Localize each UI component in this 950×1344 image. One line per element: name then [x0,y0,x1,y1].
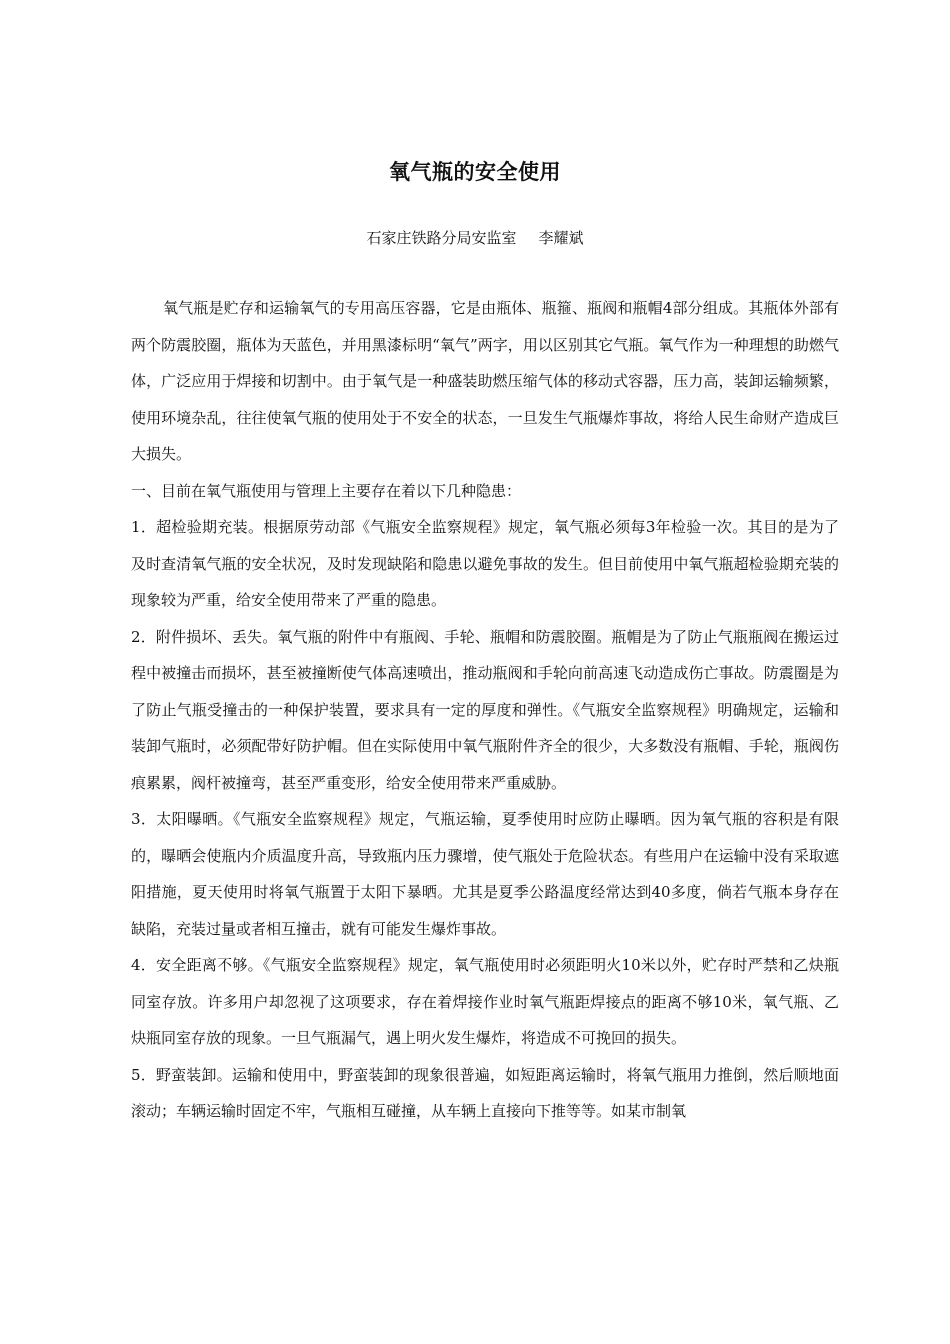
document-title: 氧气瓶的安全使用 [389,159,561,184]
hazard-item-4: 4．安全距离不够。《气瓶安全监察规程》规定，氧气瓶使用时必须距明火10米以外，贮存时严禁和乙炔瓶同室存放。许多用户却忽视了这项要求，存在着焊接作业时氧气瓶距焊接点的距离不够10米，氧气瓶、乙炔瓶同室存放的现象。一旦气瓶漏气，遇上明火发生爆炸，将造成不可挽回的损失。 [131,956,839,1047]
author-byline [0,226,950,250]
intro-paragraph: 氧气瓶是贮存和运输氧气的专用高压容器，它是由瓶体、瓶箍、瓶阀和瓶帽4部分组成。其瓶体外部有两个防震胶圈，瓶体为天蓝色，并用黑漆标明“氧气”两字，用以区别其它气瓶。氧气作为一种理想的助燃气体，广泛应用于焊接和切割中。由于氧气是一种盛装助燃压缩气体的移动式容器，压力高，装卸运输频繁，使用环境杂乱，往往使氧气瓶的使用处于不安全的状态，一旦发生气瓶爆炸事故，将给人民生命财产造成巨大损失。 [131,299,839,463]
author-organization: 石家庄铁路分局安监室 [366,229,517,247]
hazard-item-5: 5．野蛮装卸。运输和使用中，野蛮装卸的现象很普遍，如短距离运输时，将氧气瓶用力推倒，然后顺地面滚动；车辆运输时固定不牢，气瓶相互碰撞，从车辆上直接向下推等等。如某市制氧 [131,1065,839,1120]
hazard-item-2: 2．附件损坏、丢失。氧气瓶的附件中有瓶阀、手轮、瓶帽和防震胶圈。瓶帽是为了防止气瓶瓶阀在搬运过程中被撞击而损坏，甚至被撞断使气体高速喷出，推动瓶阀和手轮向前高速飞动造成伤亡事故。防震圈是为了防止气瓶受撞击的一种保护装置，要求具有一定的厚度和弹性。《气瓶安全监察规程》明确规定，运输和装卸气瓶时，必须配带好防护帽。但在实际使用中氧气瓶附件齐全的很少，大多数没有瓶帽、手轮，瓶阀伤痕累累，阀杆被撞弯，甚至严重变形，给安全使用带来严重威胁。 [131,627,839,792]
author-name: 李耀斌 [538,229,584,247]
hazard-item-1: 1．超检验期充装。根据原劳动部《气瓶安全监察规程》规定，氧气瓶必须每3年检验一次。其目的是为了及时查清氧气瓶的安全状况，及时发现缺陷和隐患以避免事故的发生。但目前使用中氧气瓶超检验期充装的现象较为严重，给安全使用带来了严重的隐患。 [131,518,839,609]
document-body [131,290,839,1130]
section-heading-hazards: 一、目前在氧气瓶使用与管理上主要存在着以下几种隐患： [131,481,522,500]
hazard-item-3: 3．太阳曝晒。《气瓶安全监察规程》规定，气瓶运输，夏季使用时应防止曝晒。因为氧气瓶的容积是有限的，曝晒会使瓶内介质温度升高，导致瓶内压力骤增，使气瓶处于危险状态。有些用户在运输中没有采取遮阳措施，夏天使用时将氧气瓶置于太阳下暴晒。尤其是夏季公路温度经常达到40多度，倘若气瓶本身存在缺陷，充装过量或者相互撞击，就有可能发生爆炸事故。 [131,810,839,938]
